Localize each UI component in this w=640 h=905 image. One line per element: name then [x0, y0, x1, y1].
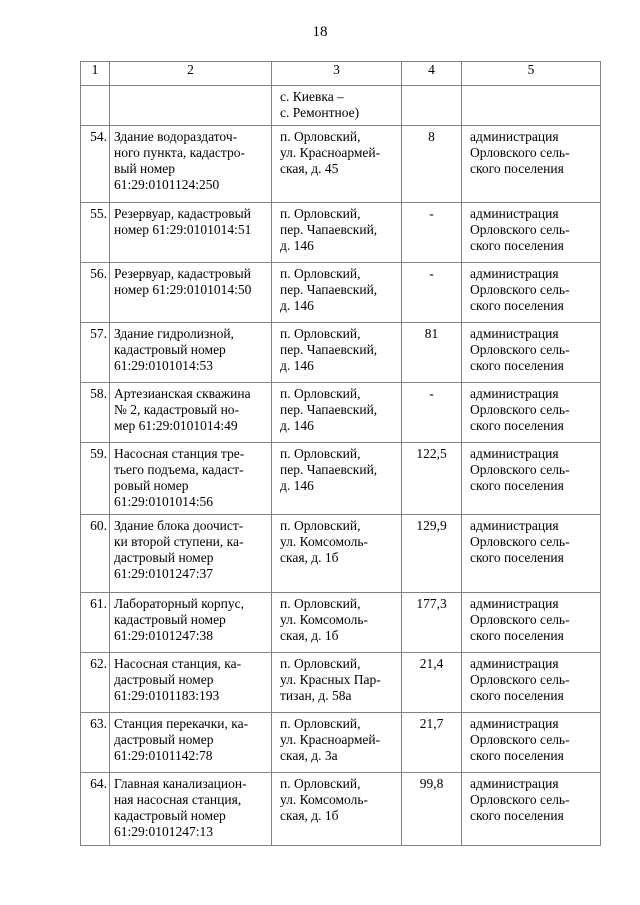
object-description-cell — [110, 263, 272, 323]
rights-holder-cell — [462, 773, 601, 846]
table-row — [81, 773, 601, 846]
object-description-cell — [110, 773, 272, 846]
row-number-cell — [81, 515, 110, 593]
property-table — [80, 61, 601, 846]
table-row — [81, 653, 601, 713]
object-area: 21,4 — [419, 656, 444, 671]
rights-holder: администрация Орловского сель- ского поселения — [470, 776, 570, 823]
row-number-cell — [81, 773, 110, 846]
object-area-cell — [402, 773, 462, 846]
row-number-cell — [81, 443, 110, 515]
table-row — [81, 126, 601, 203]
row-number-cell — [81, 263, 110, 323]
object-description: Резервуар, кадастровый номер 61:29:0101014:50 — [114, 266, 252, 297]
table-row — [81, 515, 601, 593]
row-number-cell — [81, 126, 110, 203]
object-description: Лабораторный корпус, кадастровый номер 61:29:0101247:38 — [114, 596, 244, 643]
row-number: 56. — [90, 266, 107, 281]
rights-holder: администрация Орловского сель- ского поселения — [470, 266, 570, 313]
rights-holder-cell — [462, 323, 601, 383]
row-number: 60. — [90, 518, 107, 533]
object-description: Главная канализацион- ная насосная станция, кадастровый номер 61:29:0101247:13 — [114, 776, 247, 839]
object-address-cell — [272, 323, 402, 383]
rights-holder-cell — [462, 86, 601, 126]
row-number: 61. — [90, 596, 107, 611]
row-number: 57. — [90, 326, 107, 341]
rights-holder: администрация Орловского сель- ского поселения — [470, 386, 570, 433]
object-description-cell — [110, 593, 272, 653]
object-address: п. Орловский, ул. Комсомоль- ская, д. 1б — [280, 596, 369, 643]
rights-holder-cell — [462, 443, 601, 515]
rights-holder-cell — [462, 126, 601, 203]
row-number: 58. — [90, 386, 107, 401]
rights-holder: администрация Орловского сель- ского поселения — [470, 596, 570, 643]
object-area-cell — [402, 653, 462, 713]
object-description: Здание водораздаточ- ного пункта, кадастро- вый номер 61:29:0101124:250 — [114, 129, 245, 192]
rights-holder: администрация Орловского сель- ского поселения — [470, 326, 570, 373]
row-number: 55. — [90, 206, 107, 221]
object-area-cell — [402, 593, 462, 653]
object-address: с. Киевка – с. Ремонтное) — [280, 89, 360, 120]
rights-holder-cell — [462, 263, 601, 323]
object-area-cell — [402, 323, 462, 383]
rights-holder: администрация Орловского сель- ского поселения — [470, 446, 570, 493]
object-description: Артезианская скважина № 2, кадастровый но- мер 61:29:0101014:49 — [114, 386, 251, 433]
table-row — [81, 86, 601, 126]
object-area: - — [429, 206, 434, 221]
rights-holder-cell — [462, 203, 601, 263]
object-address: п. Орловский, пер. Чапаевский, д. 146 — [280, 266, 378, 313]
object-area: 122,5 — [416, 446, 447, 461]
column-header: 4 — [402, 62, 462, 86]
row-number: 64. — [90, 776, 107, 791]
object-area-cell — [402, 263, 462, 323]
rights-holder-cell — [462, 653, 601, 713]
object-area: 177,3 — [416, 596, 447, 611]
object-address: п. Орловский, ул. Красноармей- ская, д. 45 — [280, 129, 381, 176]
object-address: п. Орловский, ул. Красных Пар- тизан, д. 58а — [280, 656, 381, 703]
rights-holder: администрация Орловского сель- ского поселения — [470, 518, 570, 565]
column-header: 3 — [272, 62, 402, 86]
row-number: 62. — [90, 656, 107, 671]
object-description-cell — [110, 713, 272, 773]
object-address: п. Орловский, ул. Комсомоль- ская, д. 1б — [280, 776, 369, 823]
object-description-cell — [110, 515, 272, 593]
object-area: 21,7 — [419, 716, 444, 731]
object-description: Насосная станция, ка- дастровый номер 61:29:0101183:193 — [114, 656, 242, 703]
object-address-cell — [272, 713, 402, 773]
object-description-cell — [110, 126, 272, 203]
object-area: 81 — [424, 326, 439, 341]
object-address-cell — [272, 263, 402, 323]
rights-holder: администрация Орловского сель- ского поселения — [470, 716, 570, 763]
object-address-cell — [272, 203, 402, 263]
row-number-cell — [81, 593, 110, 653]
column-header: 5 — [462, 62, 601, 86]
object-address-cell — [272, 593, 402, 653]
table-row — [81, 443, 601, 515]
object-area-cell — [402, 126, 462, 203]
object-area-cell — [402, 443, 462, 515]
object-address-cell — [272, 653, 402, 713]
row-number-cell — [81, 203, 110, 263]
object-area-cell — [402, 203, 462, 263]
object-address: п. Орловский, пер. Чапаевский, д. 146 — [280, 386, 378, 433]
column-header: 2 — [110, 62, 272, 86]
object-address: п. Орловский, ул. Комсомоль- ская, д. 1б — [280, 518, 369, 565]
row-number-cell — [81, 86, 110, 126]
object-area: - — [429, 386, 434, 401]
object-address-cell — [272, 86, 402, 126]
object-address-cell — [272, 443, 402, 515]
rights-holder: администрация Орловского сель- ского поселения — [470, 206, 570, 253]
object-description-cell — [110, 443, 272, 515]
rights-holder-cell — [462, 383, 601, 443]
object-address: п. Орловский, пер. Чапаевский, д. 146 — [280, 446, 378, 493]
object-area-cell — [402, 383, 462, 443]
object-description: Насосная станция тре- тьего подъема, кадаст- ровый номер 61:29:0101014:56 — [114, 446, 245, 509]
object-area: 99,8 — [419, 776, 444, 791]
rights-holder-cell — [462, 515, 601, 593]
rights-holder: администрация Орловского сель- ского поселения — [470, 129, 570, 176]
object-area: - — [429, 266, 434, 281]
table-row — [81, 383, 601, 443]
rights-holder-cell — [462, 713, 601, 773]
object-description: Здание гидролизной, кадастровый номер 61:29:0101014:53 — [114, 326, 234, 373]
table-header-row — [81, 62, 601, 86]
row-number-cell — [81, 713, 110, 773]
object-description: Станция перекачки, ка- дастровый номер 61:29:0101142:78 — [114, 716, 249, 763]
object-description-cell — [110, 383, 272, 443]
object-description-cell — [110, 323, 272, 383]
object-description: Резервуар, кадастровый номер 61:29:0101014:51 — [114, 206, 252, 237]
table-row — [81, 713, 601, 773]
rights-holder: администрация Орловского сель- ского поселения — [470, 656, 570, 703]
rights-holder-cell — [462, 593, 601, 653]
object-area: 8 — [428, 129, 435, 144]
object-address: п. Орловский, ул. Красноармей- ская, д. 3а — [280, 716, 381, 763]
object-area: 129,9 — [416, 518, 447, 533]
table-row — [81, 593, 601, 653]
object-description-cell — [110, 86, 272, 126]
object-area-cell — [402, 713, 462, 773]
row-number: 59. — [90, 446, 107, 461]
column-header: 1 — [81, 62, 110, 86]
object-description-cell — [110, 653, 272, 713]
table-row — [81, 203, 601, 263]
object-area-cell — [402, 86, 462, 126]
row-number: 63. — [90, 716, 107, 731]
page-number: 18 — [312, 24, 328, 40]
object-description-cell — [110, 203, 272, 263]
row-number-cell — [81, 653, 110, 713]
row-number: 54. — [90, 129, 107, 144]
object-address-cell — [272, 383, 402, 443]
row-number-cell — [81, 383, 110, 443]
table-row — [81, 263, 601, 323]
object-address-cell — [272, 126, 402, 203]
object-description: Здание блока доочист- ки второй ступени, ка- дастровый номер 61:29:0101247:37 — [114, 518, 244, 581]
object-address: п. Орловский, пер. Чапаевский, д. 146 — [280, 206, 378, 253]
object-address-cell — [272, 515, 402, 593]
table-row — [81, 323, 601, 383]
object-area-cell — [402, 515, 462, 593]
object-address: п. Орловский, пер. Чапаевский, д. 146 — [280, 326, 378, 373]
row-number-cell — [81, 323, 110, 383]
object-address-cell — [272, 773, 402, 846]
